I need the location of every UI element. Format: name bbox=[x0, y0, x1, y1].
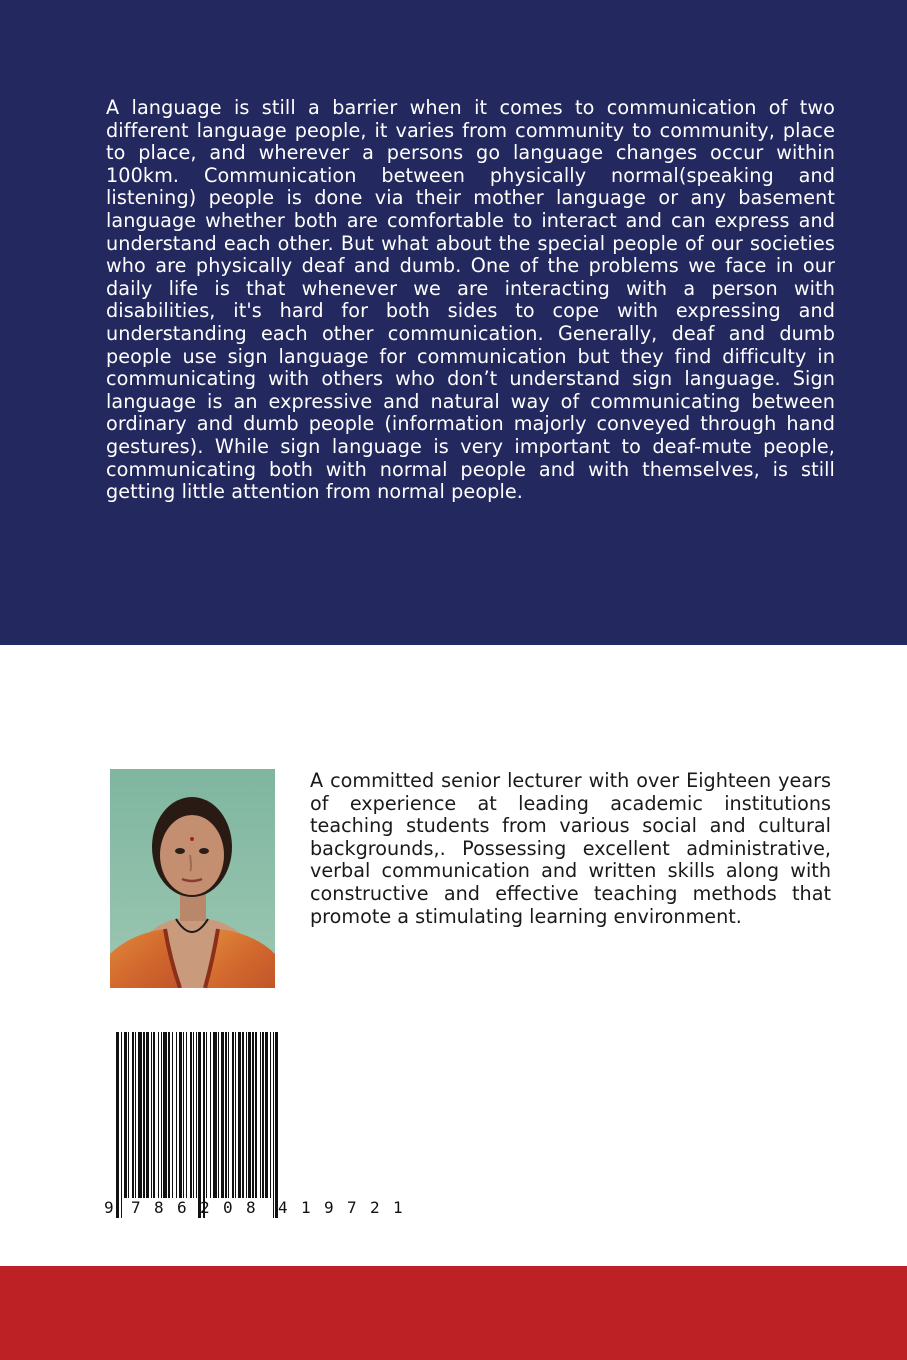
isbn-barcode bbox=[104, 1032, 416, 1220]
blurb-panel bbox=[0, 0, 907, 645]
barcode-bar bbox=[151, 1032, 152, 1198]
barcode-bar bbox=[203, 1032, 205, 1218]
book-blurb: A language is still a barrier when it comes to communication of two different language people, it varies from community to community, place to place, and wherever a persons go language changes occur within 100km. Communication between physically normal(speaking and listening) people is done via their mother language or any basement language whether both are comfortable to interact and can express and understand each other. But what about the special people of our societies who are physically deaf and dumb. One of the problems we face in our daily life is that whenever we are interacting with a person with disabilities, it's hard for both sides to cope with expressing and understanding each other communication. Generally, deaf and dumb people use sign language for communication but they find difficulty in communicating with others who don’t understand sign language. Sign language is an expressive and natural way of communicating between ordinary and dumb people (information majorly conveyed through hand gestures). While sign language is very important to deaf-mute people, communicating both with normal people and with themselves, is still getting little attention from normal people. bbox=[106, 96, 835, 504]
isbn-digits bbox=[104, 1198, 416, 1220]
author-bio: A committed senior lecturer with over Eighteen years of experience at leading academic institutions teaching students from various social and cultural backgrounds,. Possessing excellent administrative, verbal communication and written skills along with constructive and effective teaching methods that promote a stimulating learning environment. bbox=[310, 769, 831, 928]
barcode-bar bbox=[238, 1032, 241, 1198]
isbn-digit: 8 bbox=[246, 1198, 256, 1217]
barcode-bar bbox=[161, 1032, 162, 1198]
barcode-bar bbox=[260, 1032, 261, 1198]
barcode-bar bbox=[146, 1032, 149, 1198]
isbn-digit: 7 bbox=[131, 1198, 141, 1217]
barcode-bar bbox=[193, 1032, 194, 1198]
isbn-digit: 1 bbox=[393, 1198, 403, 1217]
barcode-bar bbox=[206, 1032, 207, 1198]
barcode-bar bbox=[138, 1032, 142, 1198]
barcode-bar bbox=[275, 1032, 278, 1218]
isbn-digit: 1 bbox=[301, 1198, 311, 1217]
barcode-bar bbox=[255, 1032, 257, 1198]
barcode-bar bbox=[190, 1032, 192, 1198]
isbn-digit: 7 bbox=[347, 1198, 357, 1217]
barcode-bar bbox=[228, 1032, 229, 1198]
barcode-bar bbox=[176, 1032, 177, 1198]
barcode-bar bbox=[252, 1032, 254, 1198]
isbn-digit: 8 bbox=[154, 1198, 164, 1217]
barcode-bar bbox=[186, 1032, 187, 1198]
barcode-bar bbox=[132, 1032, 134, 1198]
barcode-bar bbox=[221, 1032, 224, 1198]
barcode-bar bbox=[168, 1032, 170, 1198]
barcode-bar bbox=[232, 1032, 234, 1198]
barcode-bar bbox=[262, 1032, 264, 1198]
barcode-bar bbox=[135, 1032, 136, 1198]
barcode-bar bbox=[163, 1032, 167, 1198]
bottom-band bbox=[0, 1266, 907, 1360]
isbn-digit: 2 bbox=[200, 1198, 210, 1217]
barcode-bar bbox=[198, 1032, 201, 1218]
barcode-bar bbox=[121, 1032, 122, 1218]
barcode-bar bbox=[248, 1032, 251, 1198]
barcode-bar bbox=[116, 1032, 119, 1218]
barcode-bar bbox=[158, 1032, 159, 1198]
barcode-bar bbox=[225, 1032, 227, 1198]
barcode-bar bbox=[270, 1032, 271, 1198]
isbn-digit: 6 bbox=[177, 1198, 187, 1217]
barcode-bar bbox=[143, 1032, 145, 1198]
barcode-bar bbox=[179, 1032, 182, 1198]
isbn-digit: 4 bbox=[278, 1198, 288, 1217]
barcode-bar bbox=[273, 1032, 274, 1218]
barcode-bar bbox=[124, 1032, 127, 1198]
barcode-bar bbox=[265, 1032, 268, 1198]
isbn-digit: 9 bbox=[324, 1198, 334, 1217]
barcode-bar bbox=[213, 1032, 217, 1198]
isbn-digit: 9 bbox=[104, 1198, 114, 1217]
barcode-bar bbox=[210, 1032, 211, 1198]
isbn-digit: 2 bbox=[370, 1198, 380, 1217]
barcode-bar bbox=[242, 1032, 244, 1198]
barcode-bar bbox=[246, 1032, 247, 1198]
barcode-bar bbox=[183, 1032, 184, 1198]
barcode-bar bbox=[218, 1032, 219, 1198]
barcode-bar bbox=[153, 1032, 155, 1198]
author-photo bbox=[110, 769, 275, 988]
barcode-bar bbox=[196, 1032, 197, 1198]
barcode-bar bbox=[235, 1032, 236, 1198]
barcode-bar bbox=[128, 1032, 129, 1198]
barcode-bar bbox=[172, 1032, 173, 1198]
isbn-digit: 0 bbox=[223, 1198, 233, 1217]
